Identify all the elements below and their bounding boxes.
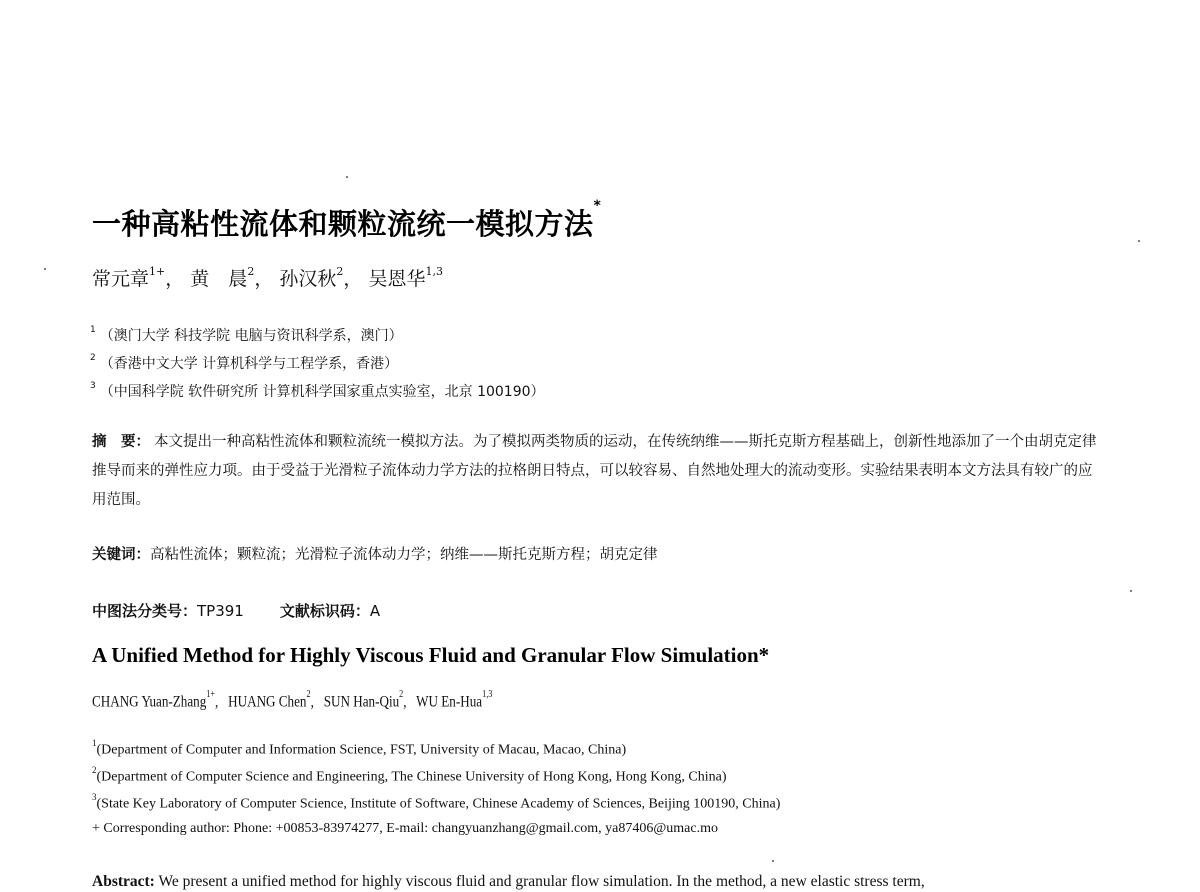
- chinese-affiliation: [90, 353, 398, 373]
- affiliation-text: （香港中文大学 计算机科学与工程学系，香港）: [99, 356, 399, 372]
- chinese-abstract: [92, 428, 1102, 515]
- english-affiliation: [92, 740, 626, 759]
- classification-value: TP391: [197, 602, 244, 620]
- affiliation-mark: 3: [92, 792, 97, 802]
- abstract-text: We present a unified method for highly viscous fluid and granular flow simulation. In the method, a new elastic stress term,: [158, 873, 925, 890]
- author-name: 常元章: [92, 268, 150, 290]
- author-affiliation-mark: 2: [247, 264, 255, 278]
- english-affiliation: [92, 767, 727, 786]
- scan-speck: [1130, 590, 1132, 592]
- document-code-label: 文献标识码：: [279, 602, 370, 620]
- author-affiliation-mark: 2: [336, 264, 344, 278]
- author-name: CHANG Yuan-Zhang: [92, 693, 207, 711]
- scan-speck: [772, 860, 774, 862]
- author-affiliation-mark: 1,3: [425, 264, 443, 278]
- author-separator: ，: [165, 268, 185, 290]
- affiliation-mark: 1: [92, 738, 97, 748]
- author-affiliation-mark: 2: [399, 689, 404, 700]
- author-separator: ,: [403, 693, 417, 711]
- affiliation-mark: 3: [90, 381, 96, 392]
- english-abstract: [92, 873, 1112, 891]
- keywords-text: 高粘性流体；颗粒流；光滑粒子流体动力学；纳维——斯托克斯方程；胡克定律: [150, 547, 658, 563]
- classification-label: 中图法分类号：: [92, 602, 198, 620]
- author-name: SUN Han-Qiu: [323, 693, 400, 711]
- author-separator: ，: [254, 268, 274, 290]
- english-title: A Unified Method for Highly Viscous Fluid and Granular Flow Simulation*: [92, 643, 770, 667]
- abstract-label: Abstract:: [92, 873, 155, 890]
- chinese-affiliation: [90, 325, 403, 345]
- abstract-text: 本文提出一种高粘性流体和颗粒流统一模拟方法。为了模拟两类物质的运动，在传统纳维——斯托克斯方程基础上，创新性地添加了一个由胡克定律推导而来的弹性应力项。由于受益于光滑粒子流体动力学方法的拉格朗日特点，可以较容易、自然地处理大的流动变形。实验结果表明本文方法具有较广的应用范围。: [92, 434, 1097, 508]
- chinese-keywords: [92, 543, 658, 564]
- affiliation-text: （中国科学院 软件研究所 计算机科学国家重点实验室，北京 100190）: [99, 384, 545, 400]
- chinese-title: [92, 198, 602, 243]
- author-affiliation-mark: 1+: [206, 689, 216, 700]
- author-separator: ，: [343, 268, 363, 290]
- scan-speck: [1138, 240, 1140, 242]
- abstract-label: 摘 要：: [92, 434, 150, 450]
- title-footnote-mark: *: [593, 198, 602, 214]
- author-name: HUANG Chen: [228, 693, 307, 711]
- english-affiliation: [92, 794, 780, 813]
- author-name: 吴恩华: [368, 268, 426, 290]
- author-separator: ,: [215, 693, 229, 711]
- author-separator: ,: [310, 693, 324, 711]
- document-code-value: A: [369, 602, 381, 620]
- chinese-title-text: 一种高粘性流体和颗粒流统一模拟方法: [92, 207, 594, 241]
- scan-speck: [44, 268, 46, 270]
- affiliation-mark: 2: [90, 353, 96, 364]
- affiliation-text: (State Key Laboratory of Computer Science, Institute of Software, Chinese Academy of Sciences, Beijing 100190, China): [96, 796, 781, 812]
- author-name: WU En-Hua: [416, 693, 483, 711]
- english-authors: [92, 689, 493, 711]
- chinese-affiliation: [90, 381, 545, 401]
- author-affiliation-mark: 1,3: [482, 689, 493, 700]
- author-name: 孙汉秋: [279, 268, 337, 290]
- classification-line: [92, 600, 380, 621]
- author-affiliation-mark: 1+: [149, 264, 166, 278]
- affiliation-mark: 2: [92, 765, 97, 775]
- scan-speck: [346, 176, 348, 178]
- chinese-authors: [92, 264, 443, 291]
- affiliation-mark: 1: [90, 325, 96, 336]
- author-name: 黄 晨: [190, 268, 248, 290]
- affiliation-text: (Department of Computer Science and Engineering, The Chinese University of Hong Kong, Hong Kong, China): [96, 769, 727, 785]
- corresponding-author: + Corresponding author: Phone: +00853-83974277, E-mail: changyuanzhang@gmail.com, ya87406@umac.mo: [92, 821, 718, 836]
- keywords-label: 关键词：: [92, 547, 150, 563]
- affiliation-text: (Department of Computer and Information Science, FST, University of Macau, Macao, China): [96, 742, 627, 758]
- affiliation-text: （澳门大学 科技学院 电脑与资讯科学系，澳门）: [99, 328, 403, 344]
- author-affiliation-mark: 2: [306, 689, 311, 700]
